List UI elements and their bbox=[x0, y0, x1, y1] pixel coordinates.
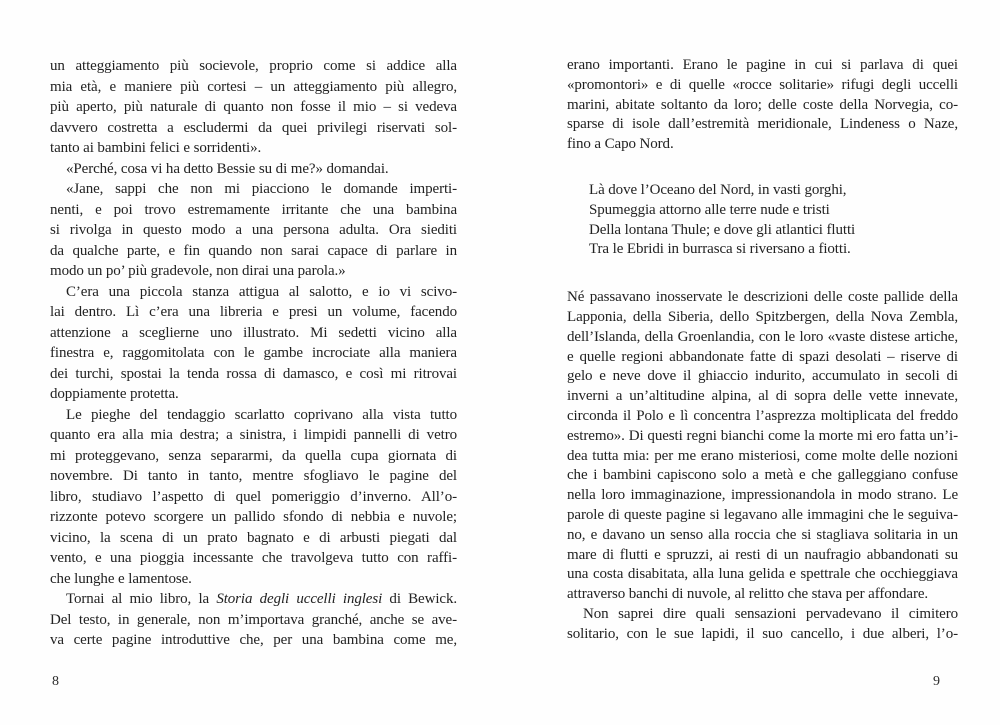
text-line: parole di queste pagine si legavano alle immagini che le seguiva- bbox=[567, 506, 958, 523]
text-line: quanto era alla mia destra; a sinistra, i limpidi pannelli di vetro bbox=[50, 427, 457, 443]
text-line: sparse di isole dall’estremità meridionale, Lindeness o Naze, bbox=[567, 116, 958, 133]
text-line: Né passavano inosservate le descrizioni delle coste pallide della bbox=[567, 289, 958, 306]
text-line: Della lontana Thule; e dove gli atlantici flutti bbox=[589, 221, 856, 238]
text-line: una costa disabitata, alla luna gelida e spettrale che occhieggiava bbox=[567, 566, 958, 583]
text-line: dei turchi, spostai la tenda rossa di damasco, e così mi ritrovai bbox=[50, 365, 457, 382]
text-line: si rivolga in questo modo a una persona adulta. Ora siediti bbox=[50, 222, 457, 238]
text-line: lai dentro. Lì c’era una libreria e presi un volume, facendo bbox=[50, 304, 457, 320]
text-line: Spumeggia attorno alle terre nude e tristi bbox=[589, 201, 830, 218]
paragraph bbox=[50, 405, 457, 590]
paragraph bbox=[567, 605, 958, 645]
text-line: circonda il Polo e lì concentra l’asprezza moltiplicata del freddo bbox=[567, 407, 958, 424]
text-line: dell’Islanda, della Groenlandia, con le loro «vaste distese artiche, bbox=[567, 328, 958, 345]
paragraph bbox=[567, 56, 958, 155]
text-line: nenti, e poi trovo estremamente irritante che una bambina bbox=[50, 201, 457, 218]
paragraph bbox=[50, 159, 457, 180]
paragraph bbox=[50, 56, 457, 159]
text-line: mare di flutti e spruzzi, ai resti di un naufragio abbandonati su bbox=[567, 546, 958, 563]
text-line: tanto ai bambini felici e sorridenti». bbox=[50, 140, 262, 156]
text-line: mi proteggevano, senza separarmi, da quella cupa giornata di bbox=[50, 447, 457, 464]
text-line: marini, abitate soltanto da loro; delle coste della Norvegia, co- bbox=[567, 96, 958, 113]
paragraph bbox=[50, 179, 457, 282]
text-line: Là dove l’Oceano del Nord, in vasti gorghi, bbox=[589, 181, 847, 198]
text-line: erano importanti. Erano le pagine in cui si parlava di quei bbox=[567, 57, 958, 73]
text-line: libro, studiavo l’aspetto di quel pomeriggio d’inverno. All’o- bbox=[50, 488, 457, 505]
paragraph bbox=[567, 288, 958, 605]
text-line: rizzonte potevo scorgere un pallido sfondo di nebbia e nuvole; bbox=[50, 509, 457, 525]
text-line: va certe pagine introduttive che, per una bambina come me, bbox=[50, 632, 457, 648]
text-line: attraverso banchi di nuvole, al relitto che stava per affondare. bbox=[567, 586, 929, 603]
text-line: «Jane, sappi che non mi piacciono le domande imperti- bbox=[66, 181, 457, 197]
page-text bbox=[50, 56, 457, 651]
text-line: Tra le Ebridi in burrasca si riversano a fiotti. bbox=[589, 241, 851, 258]
page-number-right: 9 bbox=[933, 674, 940, 689]
text-line: davvero costretta a escludermi da quei privilegi riservati sol- bbox=[50, 119, 457, 136]
text-line: Tornai al mio libro, la Storia degli uccelli inglesi di Bewick. bbox=[66, 591, 458, 607]
verse-quote bbox=[589, 181, 958, 260]
text-line: inverni a un’altitudine alpina, al di sopra delle vette innevate, bbox=[567, 388, 958, 405]
text-line: solitario, con le sue lapidi, il suo cancello, i due alberi, l’o- bbox=[567, 625, 958, 642]
text-line: dea tutta mia: per me erano misteriosi, come molte delle nozioni bbox=[567, 447, 958, 464]
page-number-left: 8 bbox=[52, 674, 59, 689]
text-line: vicino, la scena di un prato bagnato e di arbusti piegati dal bbox=[50, 529, 457, 546]
text-line: che i bambini capiscono solo a metà e che galleggiano confuse bbox=[567, 467, 958, 484]
text-line: un atteggiamento più socievole, proprio come si addice alla bbox=[50, 58, 457, 74]
text-line: «promontori» e di quelle «rocce solitarie» rifugi degli uccelli bbox=[567, 76, 958, 93]
text-line: Lapponia, della Siberia, dello Spitzbergen, della Nova Zembla, bbox=[567, 308, 958, 325]
text-line: fino a Capo Nord. bbox=[567, 136, 674, 153]
paragraph bbox=[50, 589, 457, 651]
text-line: finestra e, raggomitolata con le gambe incrociate alla maniera bbox=[50, 345, 457, 361]
text-line: novembre. Di tanto in tanto, mentre sfogliavo le pagine del bbox=[50, 468, 457, 484]
text-line: doppiamente protetta. bbox=[50, 386, 179, 402]
text-line: e quelle regioni abbandonate fatte di spazi desolati – riserve di bbox=[567, 348, 958, 365]
text-line: attenzione a sceglierne uno illustrato. Mi sedetti vicino alla bbox=[50, 324, 457, 341]
text-line: Del testo, in generale, non m’importava granché, anche se ave- bbox=[50, 611, 457, 628]
text-line: estremo». Di questi regni bianchi come la morte mi ero fatta un’i- bbox=[567, 427, 958, 444]
text-line: C’era una piccola stanza attigua al salotto, e io vi scivo- bbox=[66, 283, 457, 300]
page-text bbox=[567, 56, 958, 645]
text-line: da qualche parte, e fin quando non sarai capace di parlare in bbox=[50, 242, 457, 259]
paragraph bbox=[50, 282, 457, 405]
text-line: vento, e una pioggia incessante che travolgeva tutto con raffi- bbox=[50, 550, 457, 566]
text-line: che lunghe e lamentose. bbox=[50, 570, 192, 587]
text-line: Le pieghe del tendaggio scarlatto coprivano alla vista tutto bbox=[66, 406, 457, 423]
text-line: nella loro immaginazione, impressionandola in modo strano. Le bbox=[567, 487, 958, 504]
text-line: modo un po’ più gradevole, non dirai una parola.» bbox=[50, 263, 346, 279]
text-line: gelo e neve dove il ghiaccio indurito, accumulato in secoli di bbox=[567, 368, 958, 385]
text-line: no, e davano un senso alla roccia che si stagliava solitaria in un bbox=[567, 526, 958, 543]
text-line: «Perché, cosa vi ha detto Bessie su di me?» domandai. bbox=[66, 160, 389, 177]
text-line: mia età, e maniere più cortesi – un atteggiamento più allegro, bbox=[50, 78, 457, 95]
text-line: Non saprei dire quali sensazioni pervadevano il cimitero bbox=[583, 605, 958, 622]
text-line: più aperto, più naturale di quanto non fosse il mio – si vedeva bbox=[50, 99, 457, 115]
